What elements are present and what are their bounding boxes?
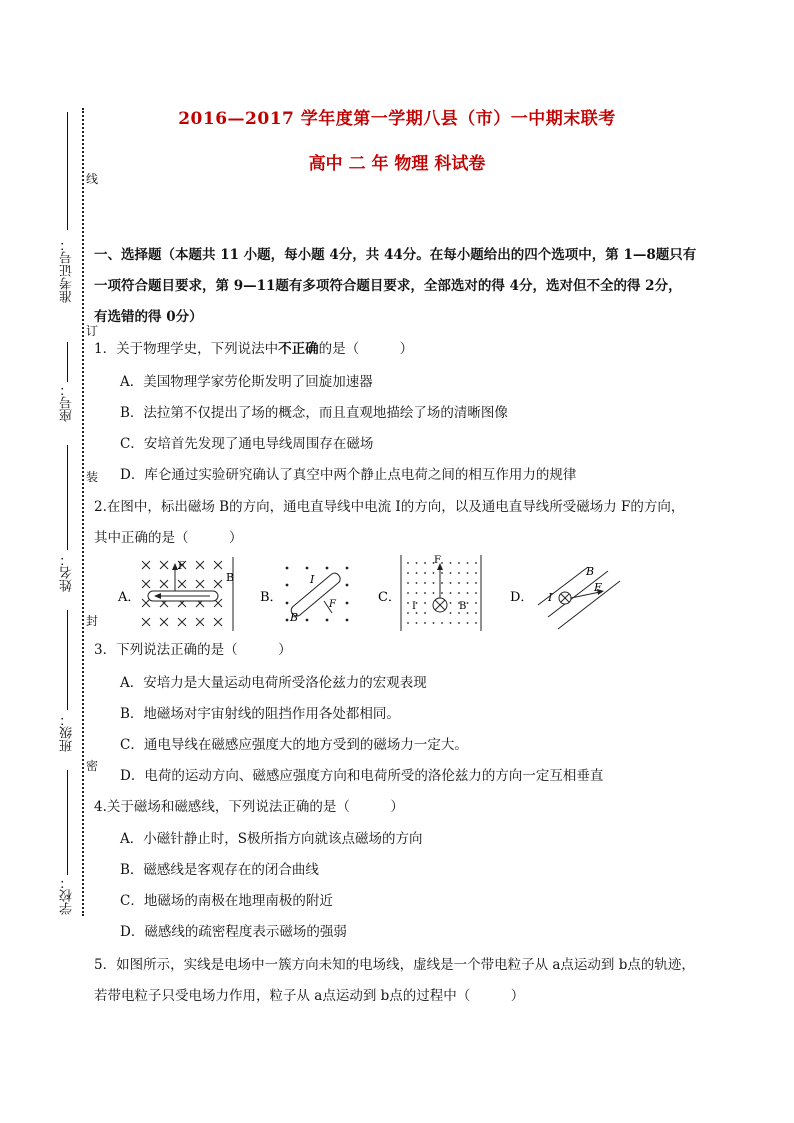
field-cross-mark — [142, 580, 150, 588]
field-dot-mark — [416, 562, 418, 564]
figure-c-dot-field — [407, 562, 477, 624]
figure-d-b-label: B — [586, 565, 595, 578]
field-dot-mark — [433, 622, 435, 624]
question-2-stem-line2: 其中正确的是（ ） — [94, 530, 243, 546]
field-dot-mark — [441, 582, 443, 584]
figure-d-label: D． — [510, 590, 534, 605]
field-dot-mark — [458, 612, 460, 614]
field-dot-mark — [424, 572, 426, 574]
field-dot-mark — [475, 592, 477, 594]
question-4-option-b: B．磁感线是客观存在的闭合曲线 — [120, 862, 319, 878]
binding-mark-zhuang: 装 — [86, 470, 99, 484]
field-dot-mark — [424, 622, 426, 624]
question-3-option-d: D．电荷的运动方向、磁感应强度方向和电荷所受的洛伦兹力的方向一定互相垂直 — [120, 768, 604, 784]
field-dot-mark — [467, 612, 469, 614]
figure-d-i-label: I — [548, 591, 553, 604]
question-4-option-a: A．小磁针静止时，S极所指方向就该点磁场的方向 — [120, 831, 423, 847]
field-cross-mark — [214, 561, 222, 569]
field-dot-mark — [450, 582, 452, 584]
question-4-option-d: D．磁感线的疏密程度表示磁场的强弱 — [120, 924, 347, 940]
field-cross-mark — [142, 599, 150, 607]
field-dot-mark — [416, 592, 418, 594]
name-underline — [67, 445, 68, 550]
field-cross-mark — [160, 580, 168, 588]
field-dot-mark — [450, 562, 452, 564]
field-dot-mark — [467, 562, 469, 564]
field-dot-mark — [407, 622, 409, 624]
field-dot-mark — [450, 592, 452, 594]
field-dot-mark — [407, 572, 409, 574]
field-dot-mark — [407, 582, 409, 584]
class-underline — [67, 610, 68, 710]
name-label: 姓名： — [60, 553, 75, 592]
field-cross-mark — [178, 618, 186, 626]
field-dot-mark — [450, 612, 452, 614]
field-dot-mark — [416, 582, 418, 584]
field-dot-mark — [467, 622, 469, 624]
question-1-option-b: B．法拉第不仅提出了场的概念，而且直观地描绘了场的清晰图像 — [120, 405, 508, 421]
field-dot-mark — [424, 562, 426, 564]
exam-number-label: 准考证号： — [60, 238, 75, 303]
field-dot-mark — [441, 622, 443, 624]
field-dot-mark — [458, 562, 460, 564]
figure-d-f-label: F — [594, 581, 602, 594]
figure-b-label: B． — [260, 590, 283, 605]
question-3-option-c: C．通电导线在磁感应强度大的地方受到的磁场力一定大。 — [120, 737, 468, 753]
school-underline — [67, 770, 68, 875]
class-label: 班级： — [60, 713, 75, 752]
field-cross-mark — [160, 618, 168, 626]
question-4-option-c: C．地磁场的南极在地理南极的附近 — [120, 893, 333, 909]
field-dot-mark — [433, 592, 435, 594]
field-cross-mark — [178, 580, 186, 588]
exam-subtitle: 高中 二 年 物理 科试卷 — [308, 154, 486, 174]
figure-a-b-label: B — [226, 571, 235, 584]
field-dot-mark — [407, 562, 409, 564]
figure-c-label: C． — [378, 590, 401, 605]
question-1-option-c: C．安培首先发现了通电导线周围存在磁场 — [120, 436, 374, 452]
field-dot-mark — [441, 562, 443, 564]
field-dot-mark — [458, 582, 460, 584]
question-1-stem-pre: 1．关于物理学史，下列说法中 — [94, 341, 279, 357]
field-cross-mark — [196, 580, 204, 588]
field-cross-mark — [214, 618, 222, 626]
figure-b-f-label: F — [329, 599, 336, 610]
field-dot-mark — [441, 572, 443, 574]
field-cross-mark — [142, 561, 150, 569]
field-dot-mark — [424, 602, 426, 604]
field-dot-mark — [407, 602, 409, 604]
question-1-stem — [94, 334, 704, 365]
field-dot-mark — [458, 622, 460, 624]
field-cross-mark — [142, 618, 150, 626]
binding-mark-ding: 订 — [86, 324, 99, 338]
field-dot-mark — [467, 582, 469, 584]
figure-d-field-line-3 — [558, 581, 620, 629]
field-dot-mark — [475, 612, 477, 614]
binding-mark-xian: 线 — [86, 172, 99, 186]
field-dot-mark — [424, 612, 426, 614]
figure-c-i-label-1: I — [412, 601, 416, 612]
field-dot-mark — [467, 602, 469, 604]
field-dot-mark — [467, 572, 469, 574]
binding-mark-feng: 封 — [86, 614, 99, 628]
field-dot-mark — [475, 562, 477, 564]
question-5-stem-line2: 若带电粒子只受电场力作用，粒子从 a点运动到 b点的过程中（ ） — [94, 988, 525, 1004]
section-instruction-line1: 一、选择题（本题共 11 小题，每小题 4分，共 44分。在每小题给出的四个选项中，第 1—8题只有 — [94, 247, 697, 263]
field-dot-mark — [475, 582, 477, 584]
field-dot-mark — [416, 572, 418, 574]
binding-mark-mi: 密 — [86, 759, 99, 773]
question-4-stem: 4.关于磁场和磁感线，下列说法正确的是（ ） — [94, 799, 404, 815]
field-dot-mark — [416, 622, 418, 624]
figure-c-f-label: F — [434, 555, 441, 566]
field-dot-mark — [458, 572, 460, 574]
field-dot-mark — [416, 612, 418, 614]
field-cross-mark — [196, 561, 204, 569]
field-dot-mark — [475, 572, 477, 574]
field-cross-mark — [160, 561, 168, 569]
field-dot-mark — [450, 622, 452, 624]
field-dot-mark — [407, 592, 409, 594]
question-1-stem-emphasis: 不正确 — [278, 341, 319, 357]
figure-b-i-label: I — [310, 573, 315, 586]
field-dot-mark — [424, 582, 426, 584]
question-3-option-a: A．安培力是大量运动电荷所受洛伦兹力的宏观表现 — [120, 675, 427, 691]
question-1-option-d: D．库仑通过实验研究确认了真空中两个静止点电荷之间的相互作用力的规律 — [120, 467, 577, 483]
figure-c-b-label: B — [459, 601, 467, 612]
field-dot-mark — [450, 602, 452, 604]
question-1-stem-post: 的是（ ） — [318, 341, 414, 357]
exam-title: 2016—2017 学年度第一学期八县（市）一中期末联考 — [178, 109, 616, 129]
field-dot-mark — [424, 592, 426, 594]
school-label: 学校： — [60, 876, 75, 915]
question-5-stem-line1: 5．如图所示，实线是电场中一簇方向未知的电场线，虚线是一个带电粒子从 a点运动到 b点的轨迹， — [94, 957, 695, 973]
seat-label: 座号： — [60, 383, 75, 422]
section-instruction-line3: 有选错的得 0分） — [94, 309, 203, 325]
question-2-figures — [110, 553, 630, 635]
field-dot-mark — [458, 592, 460, 594]
section-instruction-line2: 一项符合题目要求，第 9—11题有多项符合题目要求，全部选对的得 4分，选对但不全的得 2分， — [94, 278, 682, 294]
question-1-option-a: A．美国物理学家劳伦斯发明了回旋加速器 — [120, 374, 373, 390]
figure-a-f-label: F — [178, 561, 185, 572]
field-dot-mark — [475, 622, 477, 624]
field-dot-mark — [450, 572, 452, 574]
binding-dotted-line — [82, 108, 84, 916]
field-cross-mark — [196, 618, 204, 626]
field-dot-mark — [467, 592, 469, 594]
field-dot-mark — [475, 602, 477, 604]
figure-b-b-label: B — [290, 611, 299, 624]
field-dot-mark — [433, 582, 435, 584]
figure-a-label: A． — [118, 590, 141, 605]
question-3-option-b: B．地磁场对宇宙射线的阻挡作用各处都相同。 — [120, 706, 400, 722]
field-dot-mark — [407, 612, 409, 614]
question-3-stem: 3．下列说法正确的是（ ） — [94, 642, 292, 658]
field-dot-mark — [441, 592, 443, 594]
field-dot-mark — [433, 572, 435, 574]
seat-underline — [67, 342, 68, 382]
question-2-stem-line1: 2.在图中，标出磁场 B的方向，通电直导线中电流 I的方向，以及通电直导线所受磁场力 F的方向， — [94, 499, 685, 515]
field-cross-mark — [214, 580, 222, 588]
